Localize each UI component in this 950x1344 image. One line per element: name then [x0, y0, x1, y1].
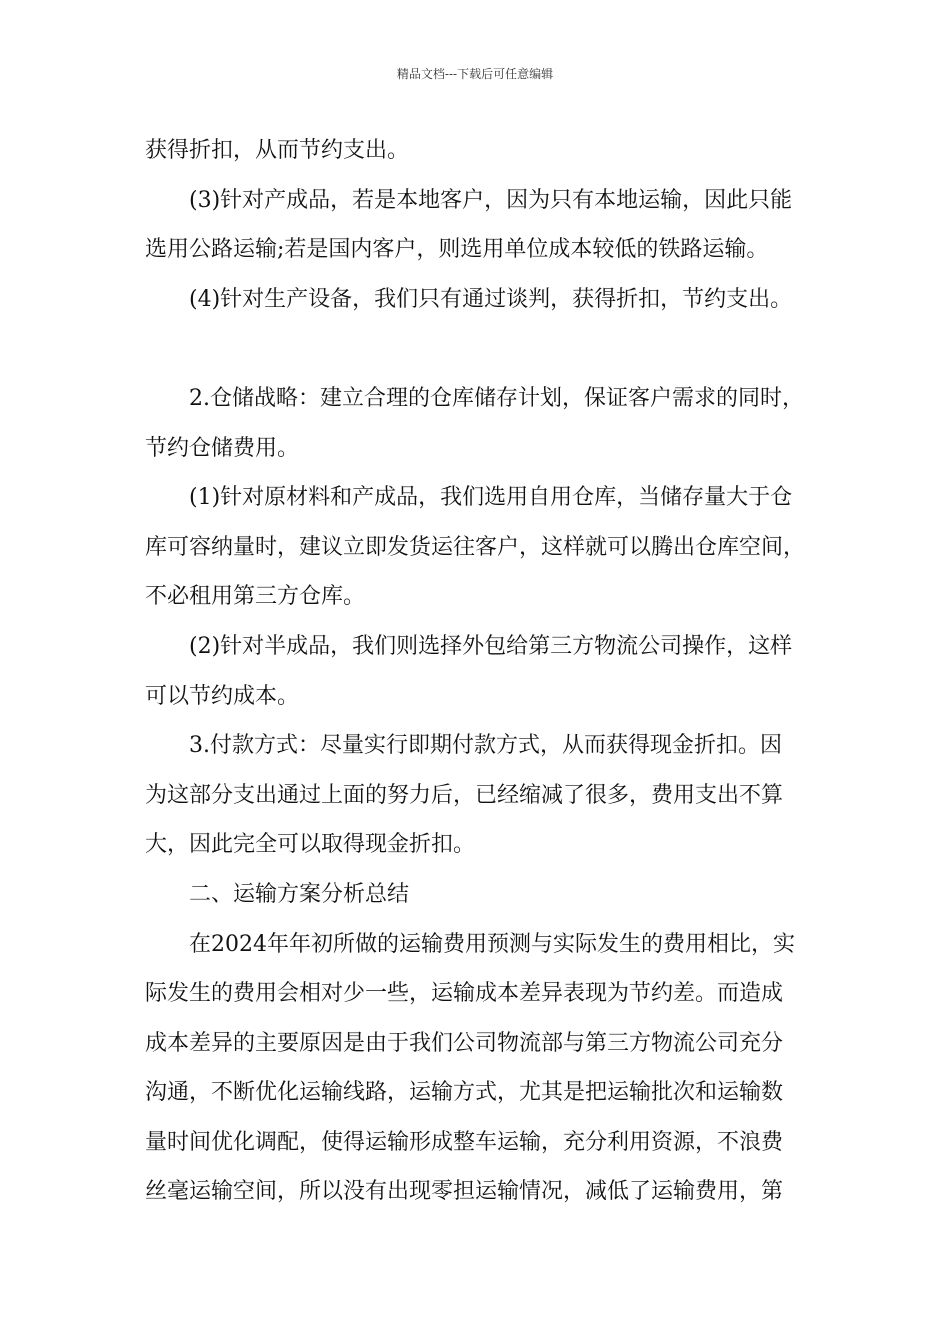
document-body [145, 126, 807, 1217]
text-line: 获得折扣，从而节约支出。 [145, 138, 410, 163]
text-line: 量时间优化调配，使得运输形成整车运输，充分利用资源，不浪费 [145, 1129, 784, 1155]
text-line: 沟通，不断优化运输线路，运输方式，尤其是把运输批次和运输数 [145, 1080, 784, 1106]
text-line: (1)针对原材料和产成品，我们选用自用仓库，当储存量大于仓 [189, 485, 793, 511]
text-line: 节约仓储费用。 [145, 435, 300, 461]
text-line: 可以节约成本。 [145, 683, 300, 709]
text-line: 成本差异的主要原因是由于我们公司物流部与第三方物流公司充分 [145, 1030, 784, 1056]
text-line: 在2024年年初所做的运输费用预测与实际发生的费用相比，实 [189, 931, 795, 957]
text-line: 选用公路运输;若是国内客户，则选用单位成本较低的铁路运输。 [145, 237, 769, 263]
text-line: 际发生的费用会相对少一些，运输成本差异表现为节约差。而造成 [145, 981, 784, 1007]
section-heading: 二、运输方案分析总结 [189, 881, 410, 907]
text-line: 3.付款方式：尽量实行即期付款方式，从而获得现金折扣。因 [189, 733, 782, 759]
text-line: (4)针对生产设备，我们只有通过谈判，获得折扣，节约支出。 [189, 286, 793, 312]
blank-line [145, 324, 807, 374]
text-line: 丝毫运输空间，所以没有出现零担运输情况，减低了运输费用，第 [145, 1179, 784, 1205]
text-line: 2.仓储战略：建立合理的仓库储存计划，保证客户需求的同时， [189, 385, 804, 411]
text-line: (2)针对半成品，我们则选择外包给第三方物流公司操作，这样 [189, 633, 793, 659]
text-line: (3)针对产成品，若是本地客户，因为只有本地运输，因此只能 [189, 187, 793, 213]
page-header: 精品文档---下载后可任意编辑 [396, 67, 554, 81]
text-line: 大，因此完全可以取得现金折扣。 [145, 832, 476, 858]
text-line: 库可容纳量时，建议立即发货运往客户，这样就可以腾出仓库空间， [145, 534, 806, 560]
text-line: 为这部分支出通过上面的努力后，已经缩减了很多，费用支出不算 [145, 782, 784, 808]
text-line: 不必租用第三方仓库。 [145, 584, 366, 610]
